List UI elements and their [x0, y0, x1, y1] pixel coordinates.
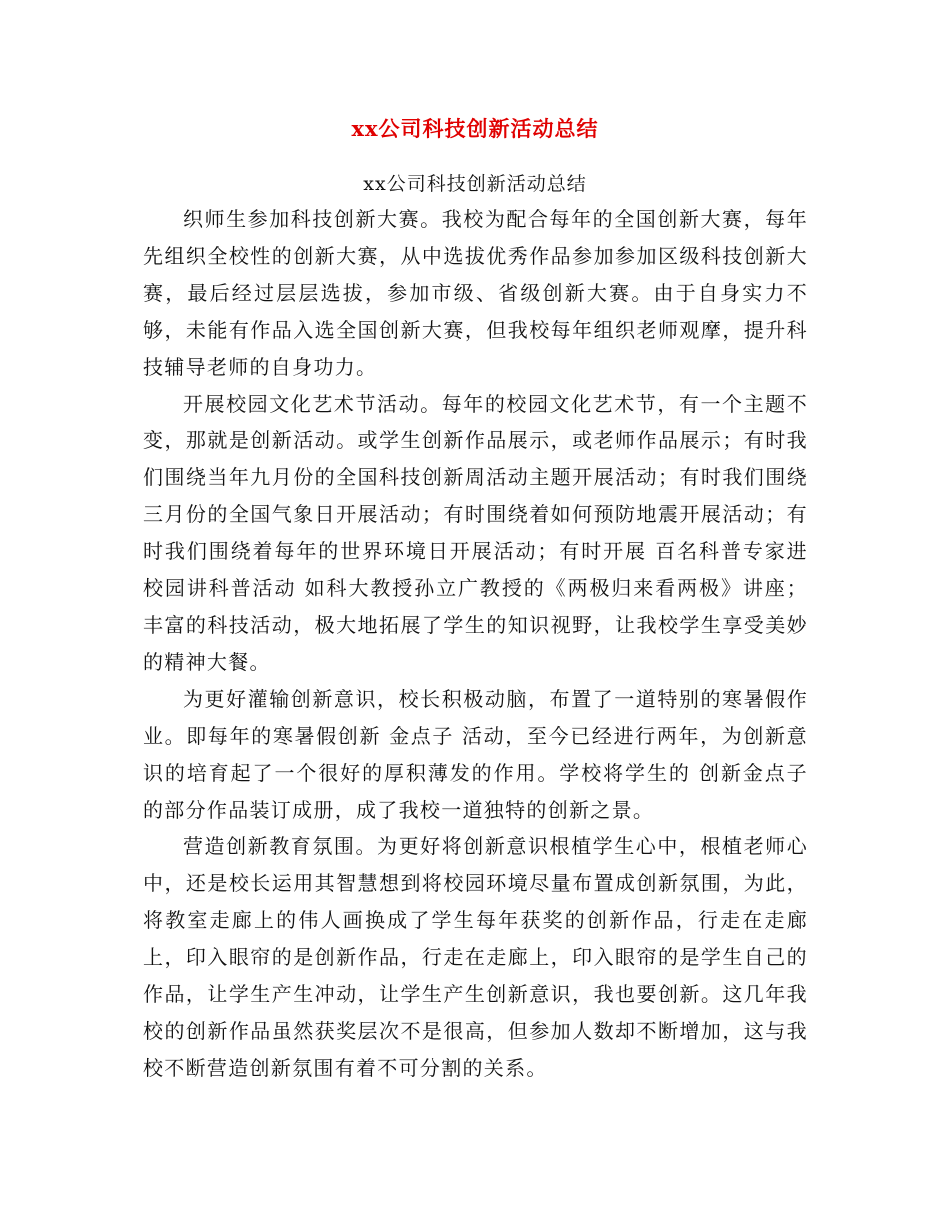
- document-body: [143, 201, 808, 1087]
- document-title: xx公司科技创新活动总结: [351, 116, 599, 141]
- document-subtitle: xx公司科技创新活动总结: [363, 173, 587, 195]
- paragraph: 织师生参加科技创新大赛。我校为配合每年的全国创新大赛，每年先组织全校性的创新大赛，从中选拔优秀作品参加参加区级科技创新大赛，最后经过层层选拔，参加市级、省级创新大赛。由于自身实力不够，未能有作品入选全国创新大赛，但我校每年组织老师观摩，提升科技辅导老师的自身功力。: [143, 207, 808, 379]
- paragraph: 营造创新教育氛围。为更好将创新意识根植学生心中，根植老师心中，还是校长运用其智慧想到将校园环境尽量布置成创新氛围，为此，将教室走廊上的伟人画换成了学生每年获奖的创新作品，行走在走廊上，印入眼帘的是创新作品，行走在走廊上，印入眼帘的是学生自己的作品，让学生产生冲动，让学生产生创新意识，我也要创新。这几年我校的创新作品虽然获奖层次不是很高，但参加人数却不断增加，这与我校不断营造创新氛围有着不可分割的关系。: [143, 834, 808, 1080]
- paragraph: 开展校园文化艺术节活动。每年的校园文化艺术节，有一个主题不变，那就是创新活动。或学生创新作品展示，或老师作品展示；有时我们围绕当年九月份的全国科技创新周活动主题开展活动；有时我们围绕三月份的全国气象日开展活动；有时围绕着如何预防地震开展活动；有时我们围绕着每年的世界环境日开展活动；有时开展 百名科普专家进校园讲科普活动 如科大教授孙立广教授的《两极归来看两极》讲座；丰富的科技活动，极大地拓展了学生的知识视野，让我校学生享受美妙的精神大餐。: [143, 391, 808, 674]
- paragraph: 为更好灌输创新意识，校长积极动脑，布置了一道特别的寒暑假作业。即每年的寒暑假创新 金点子 活动，至今已经进行两年，为创新意识的培育起了一个很好的厚积薄发的作用。学校将学生的 创新金点子 的部分作品装订成册，成了我校一道独特的创新之景。: [143, 686, 808, 822]
